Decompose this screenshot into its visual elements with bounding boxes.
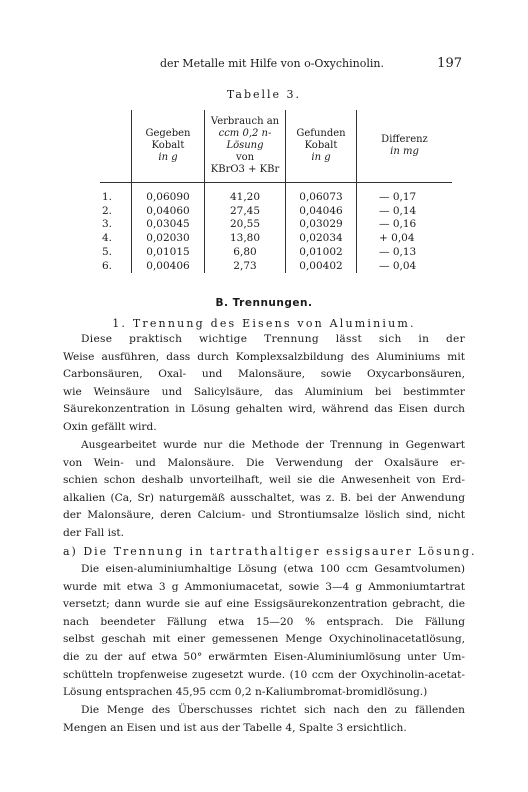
table-row: 1. 0,06090 41,20 0,06073 — 0,17 (100, 183, 452, 205)
running-title: der Metalle mit Hilfe von o-Oxychinolin. (160, 57, 384, 70)
subsection-heading-1: 1. Trennung des Eisens von Aluminium. (112, 317, 416, 330)
page-number: 197 (437, 56, 462, 71)
table-row: 6. 0,00406 2,73 0,00402 — 0,04 (100, 260, 452, 274)
header-found-cobalt: Gefunden Kobalt in g (286, 110, 357, 183)
section-heading-b: B. Trennungen. (215, 297, 313, 309)
table-row: 5. 0,01015 6,80 0,01002 — 0,13 (100, 246, 452, 260)
paragraph-1: Diese praktisch wichtige Trennung lässt sich in der Weise ausführen, dass durch Komplexsalzbildung des Aluminiums mit Carbonsäuren, Oxal- und Malonsäure, sowie Oxycarbonsäuren, wie Weinsäure und Salicylsäure, das Aluminium bei bestimmter Säurekonzentration in Lösung gehalten wird, während das Eisen durch Oxin gefällt wird. (63, 333, 465, 433)
paragraph-3: Die eisen-aluminiumhaltige Lösung (etwa 100 ccm Gesamtvolumen) wurde mit etwa 3 g Ammoniumacetat, sowie 3—4 g Ammoniumtartrat versetzt; dann wurde sie auf eine Essigsäurekonzentration gebracht, die nach beendeter Fällung etwa 15—20 % entsprach. Die Fällung selbst geschah mit einer gemessenen Menge Oxychinolinacetatlösung, die zu der auf etwa 50° erwärmten Eisen-Aluminiumlösung unter Um- schütteln tropfenweise zugesetzt wurde. (10 ccm der Oxychinolin-acetat- Lösung entsprachen 45,95 ccm 0,2 n-Kaliumbromat-bromidlösung.) (63, 563, 465, 699)
table-row: 4. 0,02030 13,80 0,02034 + 0,04 (100, 232, 452, 246)
paragraph-4: Die Menge des Überschusses richtet sich nach den zu fällenden Mengen an Eisen und ist aus der Tabelle 4, Spalte 3 ersichtlich. (63, 704, 465, 734)
header-consumption: Verbrauch an ccm 0,2 n-Lösung von KBrO3 + KBr (205, 110, 286, 183)
data-table (100, 110, 452, 273)
table-caption: Tabelle 3. (226, 88, 302, 101)
table-header-row (100, 110, 452, 183)
header-given-cobalt: Gegeben Kobalt in g (132, 110, 205, 183)
subsection-heading-a: a) Die Trennung in tartrathaltiger essigsaurer Lösung. (63, 545, 477, 558)
paragraph-2: Ausgearbeitet wurde nur die Methode der Trennung in Gegenwart von Wein- und Malonsäure. Die Verwendung der Oxalsäure er- schien schon deshalb unvorteilhaft, weil sie die Anwesenheit von Erd- alkalien (Ca, Sr) naturgemäß ausschaltet, was z. B. bei der Anwendung der Malonsäure, deren Calcium- und Strontiumsalze löslich sind, nicht der Fall ist. (63, 439, 465, 539)
header-index (100, 110, 132, 183)
table-row: 2. 0,04060 27,45 0,04046 — 0,14 (100, 205, 452, 219)
header-difference: Differenz in mg (357, 110, 453, 183)
table-row: 3. 0,03045 20,55 0,03029 — 0,16 (100, 218, 452, 232)
